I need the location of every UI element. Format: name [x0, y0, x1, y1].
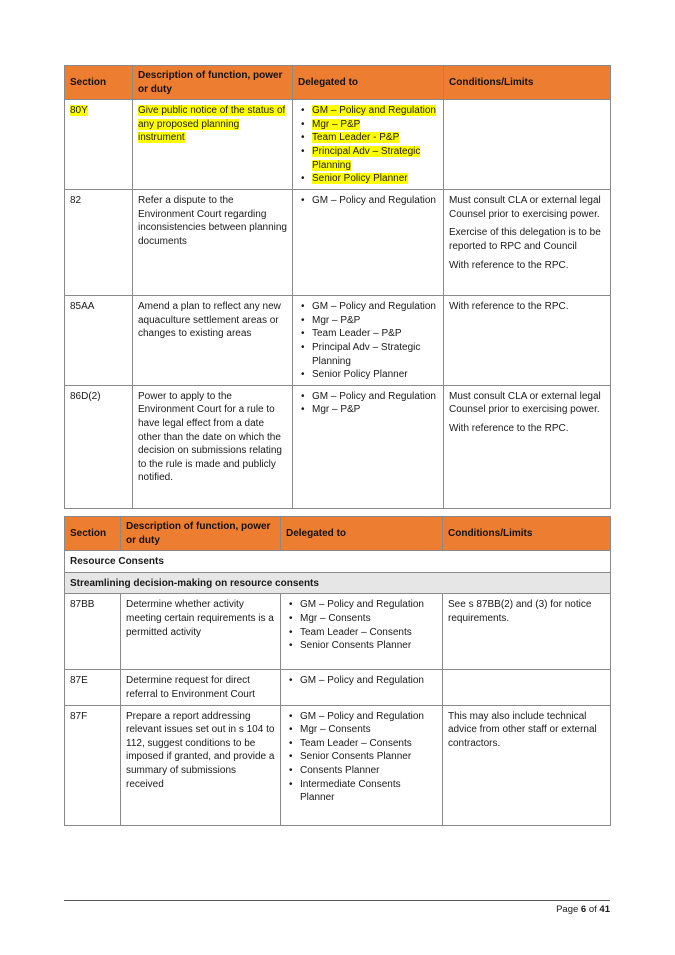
cell-description: [133, 385, 293, 508]
section-number: 85AA: [70, 301, 95, 313]
delegate-item: [286, 764, 437, 778]
footer-of-word: of: [588, 904, 597, 915]
table-row: [65, 705, 611, 825]
cell-conditions: [443, 594, 611, 670]
cell-delegated-to: [281, 670, 443, 705]
delegate-item: [298, 300, 438, 314]
delegate-item: [298, 403, 438, 417]
delegate-role: GM – Policy and Regulation: [300, 710, 424, 722]
footer-page-total: 41: [599, 904, 610, 915]
condition-text: Must consult CLA or external legal Counsel prior to exercising power.: [449, 390, 601, 416]
delegate-item: [298, 368, 438, 382]
table-row: [65, 100, 611, 190]
cell-description: [133, 100, 293, 190]
delegate-item: [298, 314, 438, 328]
delegate-role: Principal Adv – Strategic Planning: [312, 341, 421, 367]
cell-delegated-to: [281, 705, 443, 825]
cell-description: [133, 190, 293, 296]
cell-conditions: [444, 385, 611, 508]
description-text: Determine whether activity meeting certain requirements is a permitted activity: [126, 599, 274, 638]
delegate-role: Mgr – P&P: [312, 118, 361, 130]
table-2-body: [65, 551, 611, 825]
group-heading: Resource Consents: [65, 551, 611, 573]
cell-description: [121, 705, 281, 825]
delegate-item: [298, 118, 438, 132]
cell-conditions: [443, 705, 611, 825]
delegate-item: [298, 327, 438, 341]
delegate-item: [286, 737, 437, 751]
delegate-item: [298, 390, 438, 404]
condition-text: Must consult CLA or external legal Counsel prior to exercising power.: [449, 195, 601, 220]
description-text: Refer a dispute to the Environment Court regarding inconsistencies between planning documents: [138, 195, 287, 247]
table-row: [65, 296, 611, 386]
cell-delegated-to: [281, 594, 443, 670]
cell-delegated-to: [293, 100, 444, 190]
delegate-list: [298, 300, 438, 382]
delegate-role: Team Leader – Consents: [300, 626, 412, 638]
group-heading-row: [65, 551, 611, 573]
subgroup-heading: Streamlining decision-making on resource consents: [65, 572, 611, 594]
header-delegated-to: Delegated to: [293, 66, 444, 100]
delegate-list: [286, 710, 437, 805]
delegate-list: [298, 104, 438, 186]
condition-text: With reference to the RPC.: [449, 259, 569, 271]
section-number: 86D(2): [70, 390, 101, 402]
page-footer: [556, 904, 610, 915]
cell-delegated-to: [293, 296, 444, 386]
delegate-role: Senior Policy Planner: [312, 369, 408, 381]
section-number: 87BB: [70, 599, 95, 611]
delegate-item: [298, 104, 438, 118]
cell-description: [133, 296, 293, 386]
delegate-role: Senior Consents Planner: [300, 751, 412, 763]
delegate-role: GM – Policy and Regulation: [312, 390, 436, 402]
delegate-item: [298, 131, 438, 145]
footer-rule: [64, 900, 610, 901]
delegate-item: [286, 674, 437, 688]
condition-text: See s 87BB(2) and (3) for notice requirements.: [448, 599, 592, 624]
delegate-role: GM – Policy and Regulation: [312, 195, 436, 207]
delegate-role: Senior Consents Planner: [300, 640, 412, 652]
condition-text: This may also include technical advice from other staff or external contractors.: [448, 710, 597, 749]
delegate-role: Senior Policy Planner: [312, 173, 408, 185]
delegate-role: GM – Policy and Regulation: [300, 675, 424, 687]
delegate-item: [286, 626, 437, 640]
condition-text: With reference to the RPC.: [449, 422, 569, 434]
delegate-role: Mgr – P&P: [312, 404, 361, 416]
cell-description: [121, 594, 281, 670]
section-number: 87F: [70, 710, 88, 722]
description-text: Power to apply to the Environment Court for a rule to have legal effect from a date other than the date on which the decision on submissions relating to the rule is made and publicly notified.: [138, 390, 282, 484]
condition-text: With reference to the RPC.: [449, 301, 569, 313]
header-section: Section: [65, 66, 133, 100]
description-text: Prepare a report addressing relevant issues set out in s 104 to 112, suggest conditions to be imposed if granted, and provide a summary of submissions received: [126, 710, 275, 790]
table-header-row: [65, 66, 611, 100]
delegate-list: [298, 390, 438, 417]
cell-section: [65, 100, 133, 190]
delegate-item: [286, 778, 437, 805]
delegate-item: [298, 341, 438, 368]
cell-section: [65, 296, 133, 386]
header-conditions: Conditions/Limits: [444, 66, 611, 100]
delegate-item: [298, 194, 438, 208]
delegate-item: [286, 723, 437, 737]
delegate-item: [286, 598, 437, 612]
section-number: 87E: [70, 675, 88, 687]
cell-section: [65, 705, 121, 825]
delegations-table-2: [64, 516, 611, 826]
delegate-role: Consents Planner: [300, 764, 380, 776]
section-number: 82: [70, 195, 82, 207]
delegate-role: Mgr – Consents: [300, 612, 371, 624]
cell-conditions: [443, 670, 611, 705]
table-1-body: [65, 100, 611, 509]
header-conditions: Conditions/Limits: [443, 517, 611, 551]
table-row: [65, 190, 611, 296]
cell-conditions: [444, 190, 611, 296]
subgroup-heading-row: [65, 572, 611, 594]
table-row: [65, 385, 611, 508]
cell-section: [65, 670, 121, 705]
description-text: Give public notice of the status of any proposed planning instrument: [138, 105, 286, 144]
delegations-table-1: [64, 65, 611, 509]
delegate-role: Mgr – Consents: [300, 724, 371, 736]
delegate-role: GM – Policy and Regulation: [300, 599, 424, 611]
delegate-role: GM – Policy and Regulation: [312, 301, 436, 313]
condition-text: Exercise of this delegation is to be reported to RPC and Council: [449, 227, 601, 252]
cell-delegated-to: [293, 385, 444, 508]
section-number: 80Y: [70, 105, 88, 117]
delegate-list: [286, 674, 437, 688]
delegate-item: [298, 172, 438, 186]
delegate-role: Intermediate Consents Planner: [300, 778, 401, 804]
header-delegated-to: Delegated to: [281, 517, 443, 551]
description-text: Determine request for direct referral to Environment Court: [126, 675, 255, 700]
cell-section: [65, 385, 133, 508]
cell-conditions: [444, 100, 611, 190]
cell-description: [121, 670, 281, 705]
delegate-item: [286, 639, 437, 653]
cell-delegated-to: [293, 190, 444, 296]
cell-conditions: [444, 296, 611, 386]
cell-section: [65, 594, 121, 670]
header-description: Description of function, power or duty: [133, 66, 293, 100]
delegate-role: Team Leader – Consents: [300, 737, 412, 749]
delegate-list: [298, 194, 438, 208]
delegate-role: Team Leader – P&P: [312, 328, 402, 340]
table-row: [65, 594, 611, 670]
footer-page-word: Page: [556, 904, 579, 915]
header-section: Section: [65, 517, 121, 551]
delegate-item: [298, 145, 438, 172]
delegate-role: Mgr – P&P: [312, 314, 361, 326]
description-text: Amend a plan to reflect any new aquaculture settlement areas or changes to existing areas: [138, 301, 281, 340]
table-header-row: [65, 517, 611, 551]
table-row: [65, 670, 611, 705]
cell-section: [65, 190, 133, 296]
delegate-item: [286, 612, 437, 626]
delegate-list: [286, 598, 437, 652]
delegate-role: Principal Adv – Strategic Planning: [312, 145, 421, 171]
header-description: Description of function, power or duty: [121, 517, 281, 551]
delegate-role: Team Leader - P&P: [312, 132, 400, 144]
delegate-item: [286, 750, 437, 764]
delegate-role: GM – Policy and Regulation: [312, 105, 436, 117]
footer-page-number: 6: [580, 904, 587, 915]
delegate-item: [286, 710, 437, 724]
